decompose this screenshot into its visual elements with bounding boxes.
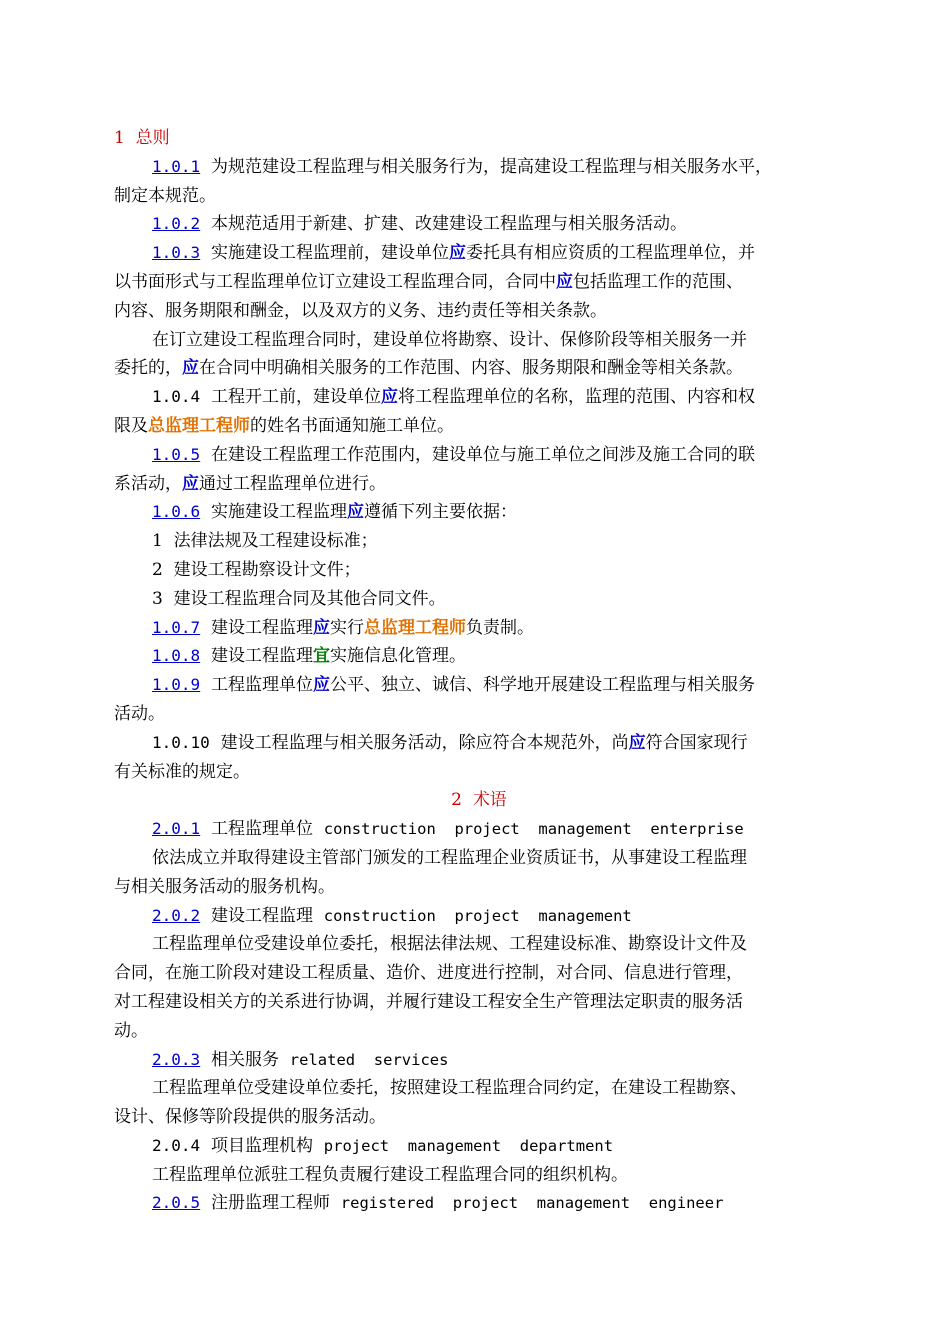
text-run: 工程监理单位 <box>200 819 324 840</box>
document-content <box>114 153 844 1218</box>
section-heading-2 <box>114 786 844 815</box>
text-run: 委托具有相应资质的工程监理单位，并 <box>465 243 755 264</box>
text-line <box>114 527 844 556</box>
text-run: 1 法律法规及工程建设标准； <box>152 531 378 552</box>
text-run: 公平、独立、诚信、科学地开展建设工程监理与相关服务 <box>329 675 755 696</box>
text-line <box>114 1161 844 1190</box>
clause-link[interactable]: 1.0.7 <box>152 617 201 637</box>
text-run: 在订立建设工程监理合同时，建设单位将勘察、设计、保修阶段等相关服务一并 <box>152 329 747 350</box>
clause-link[interactable]: 2.0.1 <box>152 819 201 839</box>
text-run: 符合国家现行 <box>645 732 748 753</box>
highlight-term: 应 <box>628 732 646 753</box>
text-line <box>114 988 844 1017</box>
clause-link[interactable]: 2.0.5 <box>152 1193 201 1213</box>
text-line <box>114 268 844 297</box>
text-line <box>114 498 844 527</box>
text-line <box>114 844 844 873</box>
document-body <box>114 124 844 1218</box>
text-run: 合同，在施工阶段对建设工程质量、造价、进度进行控制，对合同、信息进行管理， <box>114 963 743 984</box>
text-run: 工程监理单位派驻工程负责履行建设工程监理合同的组织机构。 <box>152 1164 628 1185</box>
text-line <box>114 642 844 671</box>
text-line <box>114 700 844 729</box>
text-run: construction project management <box>323 906 632 925</box>
text-run: related services <box>289 1050 449 1069</box>
clause-link[interactable]: 1.0.2 <box>152 214 201 234</box>
text-run: 以书面形式与工程监理单位订立建设工程监理合同，合同中 <box>114 271 556 292</box>
text-run: 依法成立并取得建设主管部门颁发的工程监理企业资质证书，从事建设工程监理 <box>152 847 747 868</box>
text-run: 负责制。 <box>465 617 534 638</box>
text-line <box>114 930 844 959</box>
text-run: construction project management enterprise <box>323 820 744 839</box>
highlight-term: 应 <box>346 502 364 523</box>
highlight-term: 应 <box>312 617 330 638</box>
text-run: 工程监理单位受建设单位委托，根据法律法规、工程建设标准、勘察设计文件及 <box>152 934 747 955</box>
text-line <box>114 441 844 470</box>
heading-number: 1 <box>114 128 125 148</box>
text-run: 的姓名书面通知施工单位。 <box>250 415 454 436</box>
highlight-term: 应 <box>182 358 199 379</box>
heading-title: 总则 <box>135 128 170 148</box>
text-line <box>114 326 844 355</box>
text-run: 项目监理机构 <box>200 1135 324 1156</box>
text-run: 本规范适用于新建、扩建、改建建设工程监理与相关服务活动。 <box>200 214 687 235</box>
clause-link[interactable]: 1.0.5 <box>152 444 201 464</box>
clause-link[interactable]: 1.0.3 <box>152 243 201 263</box>
text-run: 建设工程监理 <box>200 905 324 926</box>
text-run: 工程开工前，建设单位 <box>200 387 381 408</box>
text-run: 1.0.4 <box>152 387 201 407</box>
highlight-term: 宜 <box>312 646 330 667</box>
text-line <box>114 585 844 614</box>
text-run: 实施建设工程监理 <box>200 502 347 523</box>
text-line <box>114 383 844 412</box>
clause-link[interactable]: 1.0.8 <box>152 646 201 666</box>
text-line <box>114 210 844 239</box>
text-run: 1.0.10 <box>152 732 210 752</box>
text-line <box>114 1074 844 1103</box>
highlight-term: 应 <box>448 243 466 264</box>
highlight-term: 总监理工程师 <box>363 617 466 638</box>
text-line <box>114 614 844 643</box>
text-line <box>114 153 844 182</box>
text-run: 设计、保修等阶段提供的服务活动。 <box>114 1107 386 1128</box>
text-line <box>114 239 844 268</box>
text-run: 动。 <box>114 1020 148 1041</box>
text-run: 对工程建设相关方的关系进行协调，并履行建设工程安全生产管理法定职责的服务活 <box>114 991 743 1012</box>
text-run: 工程监理单位 <box>200 675 313 696</box>
heading-number: 2 <box>451 790 462 811</box>
text-run: 为规范建设工程监理与相关服务行为，提高建设工程监理与相关服务水平， <box>200 156 772 177</box>
text-run: 2 建设工程勘察设计文件； <box>152 559 361 580</box>
highlight-term: 应 <box>380 387 398 408</box>
text-line <box>114 354 844 383</box>
text-line <box>114 556 844 585</box>
text-run: 2.0.4 <box>152 1135 201 1155</box>
text-line <box>114 412 844 441</box>
text-run: 在建设工程监理工作范围内，建设单位与施工单位之间涉及施工合同的联 <box>200 444 755 465</box>
text-run: 通过工程监理单位进行。 <box>199 473 386 494</box>
text-run: 将工程监理单位的名称，监理的范围、内容和权 <box>397 387 755 408</box>
text-line <box>114 1103 844 1132</box>
highlight-term: 应 <box>312 675 330 696</box>
text-line <box>114 1189 844 1218</box>
text-line <box>114 671 844 700</box>
text-line <box>114 959 844 988</box>
clause-link[interactable]: 1.0.9 <box>152 675 201 695</box>
section-heading-1 <box>114 124 844 153</box>
text-line <box>114 470 844 499</box>
text-run: 建设工程监理 <box>200 646 313 667</box>
text-run: 有关标准的规定。 <box>114 761 250 782</box>
text-run: 制定本规范。 <box>114 185 216 206</box>
text-run: 实行 <box>329 617 364 638</box>
highlight-term: 总监理工程师 <box>148 415 250 436</box>
highlight-term: 应 <box>556 271 573 292</box>
text-run: 在合同中明确相关服务的工作范围、内容、服务期限和酬金等相关条款。 <box>199 358 743 379</box>
clause-link[interactable]: 2.0.3 <box>152 1049 201 1069</box>
text-run: 实施建设工程监理前，建设单位 <box>200 243 449 264</box>
text-line <box>114 1132 844 1161</box>
text-run: registered project management engineer <box>340 1194 724 1213</box>
text-line <box>114 729 844 758</box>
text-run: 遵循下列主要依据： <box>363 502 517 523</box>
text-line <box>114 815 844 844</box>
highlight-term: 应 <box>182 473 199 494</box>
text-run: 实施信息化管理。 <box>329 646 466 667</box>
text-line <box>114 873 844 902</box>
clause-link[interactable]: 1.0.6 <box>152 502 201 522</box>
text-run: 系活动， <box>114 473 182 494</box>
text-line <box>114 182 844 211</box>
text-run: 建设工程监理 <box>200 617 313 638</box>
text-run: 建设工程监理与相关服务活动，除应符合本规范外，尚 <box>209 732 629 753</box>
text-run: 与相关服务活动的服务机构。 <box>114 876 335 897</box>
text-run: 内容、服务期限和酬金，以及双方的义务、违约责任等相关条款。 <box>114 300 607 321</box>
text-line <box>114 297 844 326</box>
text-run: 3 建设工程监理合同及其他合同文件。 <box>152 588 446 609</box>
clause-link[interactable]: 1.0.1 <box>152 156 201 176</box>
heading-title: 术语 <box>472 790 507 811</box>
text-run: 限及 <box>114 415 148 436</box>
text-run: 活动。 <box>114 703 165 724</box>
text-run: 相关服务 <box>200 1049 290 1070</box>
text-line <box>114 902 844 931</box>
text-run: 注册监理工程师 <box>200 1193 341 1214</box>
text-line <box>114 758 844 787</box>
text-line <box>114 1017 844 1046</box>
text-run: 工程监理单位受建设单位委托，按照建设工程监理合同约定，在建设工程勘察、 <box>152 1078 747 1099</box>
text-line <box>114 1046 844 1075</box>
clause-link[interactable]: 2.0.2 <box>152 905 201 925</box>
text-run: 包括监理工作的范围、 <box>573 271 743 292</box>
text-run: project management department <box>323 1136 614 1155</box>
text-run: 委托的， <box>114 358 182 379</box>
